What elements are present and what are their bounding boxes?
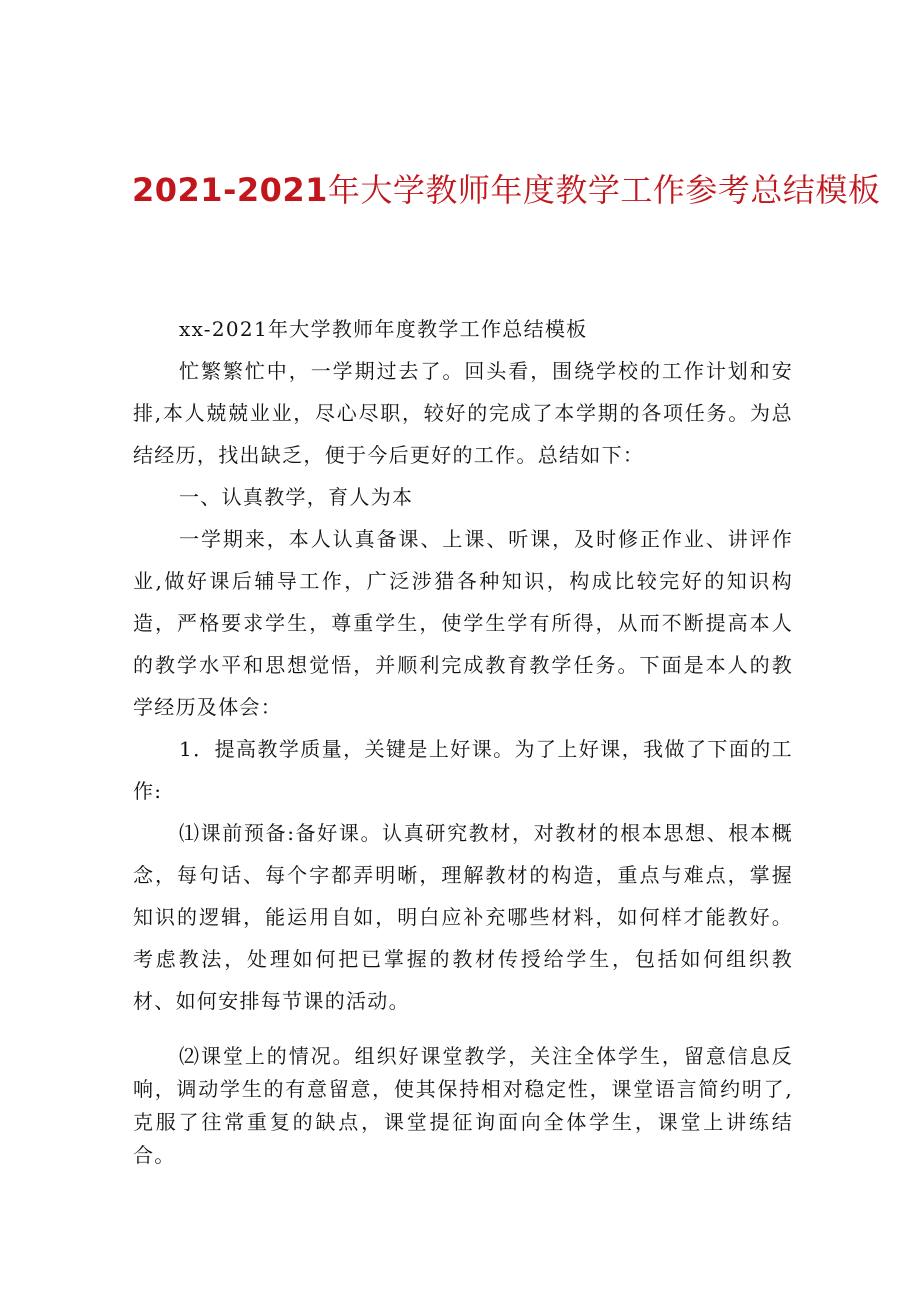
paragraph-item-1: 1．提高教学质量，关键是上好课。为了上好课，我做了下面的工作: [133, 737, 793, 803]
title-text: 年大学教师年度教学工作参考总结模板 [327, 171, 881, 209]
paragraph-preparation: ⑴课前预备:备好课。认真研究教材，对教材的根本思想、根本概念，每句话、每个字都弄明晰，理解教材的构造，重点与难点，掌握知识的逻辑，能运用自如，明白应补充哪些材料，如何样才能教好。考虑教法，处理如何把已掌握的教材传授给学生，包括如何组织教材、如何安排每节课的活动。 [133, 821, 793, 1013]
paragraph-intro: 忙繁繁忙中，一学期过去了。回头看，围绕学校的工作计划和安排,本人兢兢业业，尽心尽职，较好的完成了本学期的各项任务。为总结经历，找出缺乏，便于今后更好的工作。总结如下： [133, 359, 793, 467]
document-title [132, 168, 881, 212]
paragraph-subtitle: xx-2021年大学教师年度教学工作总结模板 [179, 317, 588, 341]
paragraph-heading-1: 一、认真教学，育人为本 [179, 485, 414, 509]
paragraph-teaching: 一学期来，本人认真备课、上课、听课，及时修正作业、讲评作业,做好课后辅导工作，广泛涉猎各种知识，构成比较完好的知识构造，严格要求学生，尊重学生，使学生学有所得，从而不断提高本人的教学水平和思想觉悟，并顺利完成教育教学任务。下面是本人的教学经历及体会： [133, 527, 793, 719]
paragraph-classroom: ⑵课堂上的情况。组织好课堂教学，关注全体学生，留意信息反响，调动学生的有意留意，使其保持相对稳定性，课堂语言简约明了,克服了往常重复的缺点，课堂提征询面向全体学生，课堂上讲练结合。 [133, 1044, 793, 1167]
title-number: 2021-2021 [132, 171, 328, 209]
document-body [133, 308, 793, 1172]
